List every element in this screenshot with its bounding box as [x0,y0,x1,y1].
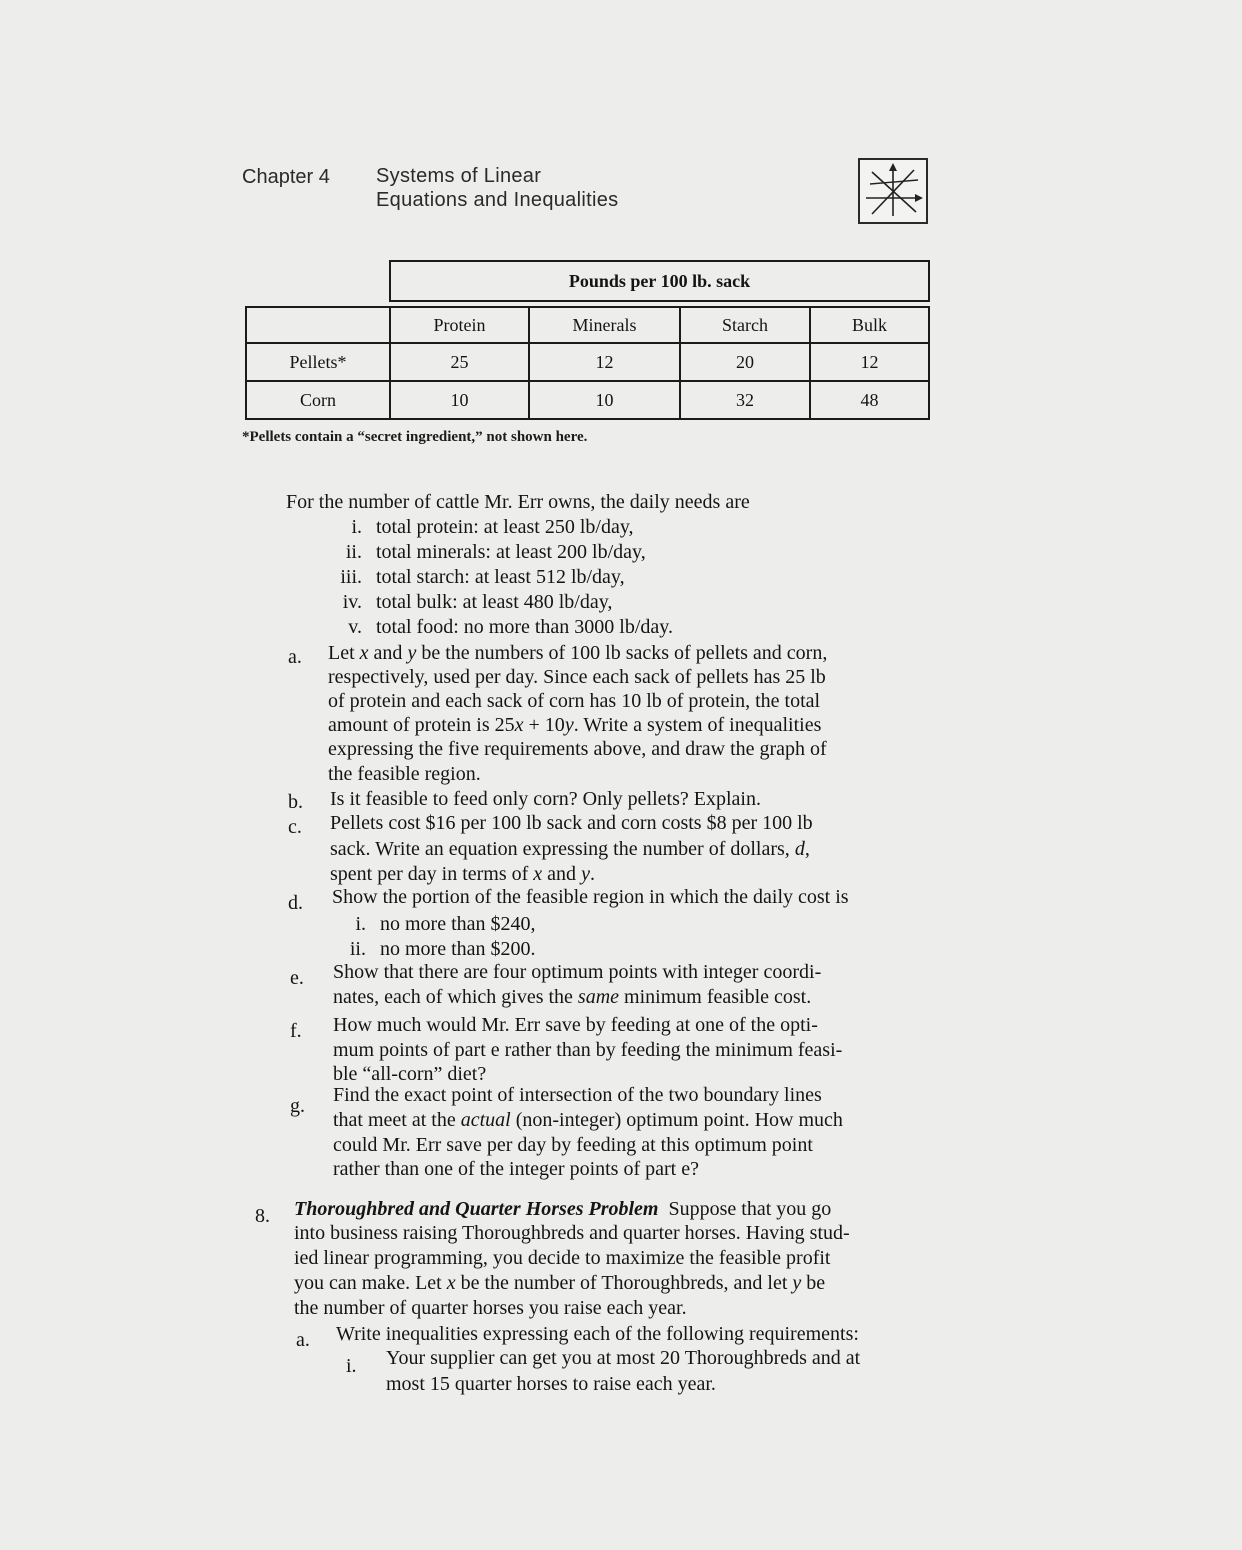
chapter-title-line1: Systems of Linear [376,165,542,187]
part-e-line: Show that there are four optimum points with integer coordi- [333,961,822,983]
part-d-line: Show the portion of the feasible region in which the daily cost is [332,886,849,908]
chapter-label: Chapter 4 [242,166,330,188]
part-a-line: respectively, used per day. Since each sack of pellets has 25 lb [328,666,826,688]
need-marker: iii. [340,566,362,588]
part-a-line: Let x and y be the numbers of 100 lb sacks of pellets and corn, [328,642,828,664]
part-e-line: nates, each of which gives the same minimum feasible cost. [333,986,812,1008]
part-a-line: the feasible region. [328,763,481,785]
part-c-line: spent per day in terms of x and y. [330,863,595,885]
nutrient-table [245,260,930,420]
intro-text: For the number of cattle Mr. Err owns, the daily needs are [286,491,750,513]
table-cell: 12 [528,342,681,382]
problem-title: Thoroughbred and Quarter Horses Problem [294,1198,659,1220]
need-text: total starch: at least 512 lb/day, [376,566,625,588]
table-corner-cell [245,306,391,344]
need-marker: iv. [342,591,362,613]
problem-8-line: the number of quarter horses you raise each year. [294,1297,687,1319]
problem-8-i-line: Your supplier can get you at most 20 Thoroughbreds and at [386,1347,861,1369]
part-d-sub-text: no more than $240, [380,913,536,935]
part-a-marker: a. [288,646,302,668]
part-a-line: of protein and each sack of corn has 10 lb of protein, the total [328,690,821,712]
table-cell: 25 [389,342,530,382]
table-cell: 12 [809,342,930,382]
table-cell: 20 [679,342,811,382]
part-d-sub-marker: ii. [349,938,366,960]
table-col-header: Protein [389,306,530,344]
table-group-header: Pounds per 100 lb. sack [389,260,930,302]
part-g-line: Find the exact point of intersection of the two boundary lines [333,1084,822,1106]
part-a-line: expressing the five requirements above, and draw the graph of [328,738,827,760]
part-c-line: sack. Write an equation expressing the number of dollars, d, [330,838,810,860]
problem-8-line: you can make. Let x be the number of Thoroughbreds, and let y be [294,1272,826,1294]
part-c-line: Pellets cost $16 per 100 lb sack and corn costs $8 per 100 lb [330,812,813,834]
part-a-line: amount of protein is 25x + 10y. Write a system of inequalities [328,714,822,736]
part-g-line: that meet at the actual (non-integer) optimum point. How much [333,1109,843,1131]
need-text: total protein: at least 250 lb/day, [376,516,634,538]
part-f-line: mum points of part e rather than by feeding the minimum feasi- [333,1039,843,1061]
problem-8-line: ied linear programming, you decide to maximize the feasible profit [294,1247,831,1269]
part-d-marker: d. [288,892,303,914]
part-b-line: Is it feasible to feed only corn? Only pellets? Explain. [330,788,761,810]
part-b-marker: b. [288,791,303,813]
part-g-line: could Mr. Err save per day by feeding at this optimum point [333,1134,813,1156]
problem-8-a-marker: a. [296,1329,310,1351]
problem-8-line: into business raising Thoroughbreds and quarter horses. Having stud- [294,1222,850,1244]
problem-8-a-text: Write inequalities expressing each of the following requirements: [336,1323,859,1345]
part-g-line: rather than one of the integer points of part e? [333,1158,699,1180]
graph-axes-lines-icon [858,158,928,224]
table-col-header: Bulk [809,306,930,344]
part-c-marker: c. [288,816,302,838]
need-marker: v. [348,616,362,638]
chapter-title [376,164,618,212]
need-text: total food: no more than 3000 lb/day. [376,616,673,638]
table-cell: 48 [809,380,930,420]
problem-number: 8. [255,1205,270,1227]
part-e-marker: e. [290,967,304,989]
problem-8-i-marker: i. [346,1355,357,1377]
part-g-marker: g. [290,1095,305,1117]
part-f-line: ble “all-corn” diet? [333,1063,487,1085]
part-d-sub-text: no more than $200. [380,938,536,960]
part-f-marker: f. [290,1020,302,1042]
problem-8-i-line: most 15 quarter horses to raise each year. [386,1373,716,1395]
part-f-line: How much would Mr. Err save by feeding at one of the opti- [333,1014,818,1036]
table-row-label: Corn [245,380,391,420]
table-col-header: Starch [679,306,811,344]
table-cell: 10 [389,380,530,420]
table-cell: 10 [528,380,681,420]
chapter-title-line2: Equations and Inequalities [376,189,619,211]
table-row-label: Pellets* [245,342,391,382]
need-text: total minerals: at least 200 lb/day, [376,541,646,563]
need-text: total bulk: at least 480 lb/day, [376,591,613,613]
need-marker: i. [351,516,362,538]
problem-8-line: Thoroughbred and Quarter Horses Problem Suppose that you go [294,1198,832,1220]
table-footnote: *Pellets contain a “secret ingredient,” not shown here. [242,429,588,445]
table-cell: 32 [679,380,811,420]
part-d-sub-marker: i. [355,913,366,935]
table-col-header: Minerals [528,306,681,344]
need-marker: ii. [345,541,362,563]
